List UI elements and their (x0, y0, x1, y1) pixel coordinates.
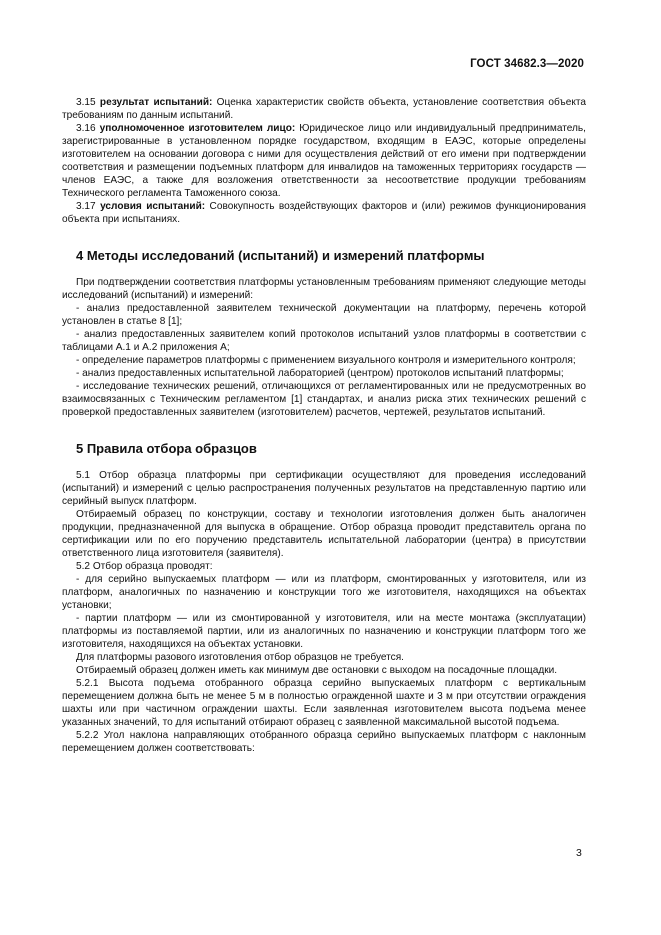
section-5-paragraph: 5.1 Отбор образца платформы при сертификации осуществляют для проведения исследований (испытаний) и измерений с целью распространения полученных результатов на представленную партию или серийный выпуск платформ. (62, 470, 586, 507)
section-4-heading: 4 Методы исследований (испытаний) и измерений платформы (76, 248, 485, 263)
section-5-paragraph: 5.2.2 Угол наклона направляющих отобранного образца серийно выпускаемых платформ с наклонным перемещением должен соответствовать: (62, 730, 586, 754)
method-item: - анализ предоставленных заявителем копий протоколов испытаний узлов платформы в соответствии с таблицами А.1 и А.2 приложения А; (62, 329, 586, 353)
section-5-paragraph: - партии платформ — или из смонтированной у изготовителя, или на месте монтажа (эксплуатации) платформы из поставляемой партии, или из аналогичных по назначению и конструкции платформ того же изготовителя, находящихся на объектах установки. (62, 613, 586, 650)
page-number: 3 (576, 847, 582, 859)
section-4-intro: При подтверждении соответствия платформы установленным требованиям применяют следующие методы исследований (испытаний) и измерений: (62, 277, 586, 301)
method-item: - анализ предоставленных испытательной лабораторией (центром) протоколов испытаний платформы; (76, 368, 564, 379)
method-item: - анализ предоставленной заявителем технической документации на платформу, перечень которой установлен в статье 8 [1]; (62, 303, 586, 327)
page-body (62, 96, 586, 755)
term-3-16: 3.16 уполномоченное изготовителем лицо: Юридическое лицо или индивидуальный предприниматель, зарегистрированные в установленном порядке государством, входящим в ЕАЭС, которые определены изготовителем на основании договора с ними для осуществления действий от его имени при подтверждении соответствия и размещении подъемных платформ для инвалидов на таможенных территориях государств — членов ЕАЭС, а также для возложения ответственности за несоответствие продукции требованиям Технического регламента Таможенного союза. (62, 123, 586, 199)
method-item: - исследование технических решений, отличающихся от регламентированных или не предусмотренных во взаимосвязанных с Техническим регламентом [1] стандартах, и анализ риска этих технических решений с проверкой предоставленных заявителем (изготовителем) расчетов, чертежей, результатов испытаний. (62, 381, 586, 418)
section-5-paragraph: Для платформы разового изготовления отбор образцов не требуется. (76, 652, 404, 663)
section-5-paragraph: - для серийно выпускаемых платформ — или из платформ, смонтированных у изготовителя, или из платформ, аналогичных по назначению и конструкции того же изготовителя, находящихся на объектах установки; (62, 574, 586, 611)
section-5-paragraph: 5.2 Отбор образца проводят: (76, 561, 213, 572)
standard-number: ГОСТ 34682.3—2020 (470, 58, 584, 70)
section-5-paragraph: Отбираемый образец по конструкции, составу и технологии изготовления должен быть аналогичен продукции, предназначенной для выпуска в обращение. Отбор образца проводит представитель органа по сертификации или по его поручению представитель испытательной лаборатории (центра) в присутствии ответственного лица изготовителя (заявителя). (62, 509, 586, 559)
section-5-paragraph: 5.2.1 Высота подъема отобранного образца серийно выпускаемых платформ с вертикальным перемещением должна быть не менее 5 м в полностью огражденной шахте и 3 м при отсутствии ограждения шахты или при частичном ограждении шахты. Если заявленная изготовителем высота подъема менее указанных значений, то для испытаний отбирают образец с заявленной максимальной высотой подъема. (62, 678, 586, 728)
method-item: - определение параметров платформы с применением визуального контроля и измерительного контроля; (76, 355, 576, 366)
term-3-15: 3.15 результат испытаний: Оценка характеристик свойств объекта, установление соответствия объекта требованиям по данным испытаний. (62, 97, 586, 121)
section-5-heading: 5 Правила отбора образцов (76, 441, 257, 456)
term-3-17: 3.17 условия испытаний: Совокупность воздействующих факторов и (или) режимов функционирования объекта при испытаниях. (62, 201, 586, 225)
section-5-paragraph: Отбираемый образец должен иметь как минимум две остановки с выходом на посадочные площадки. (76, 665, 558, 676)
